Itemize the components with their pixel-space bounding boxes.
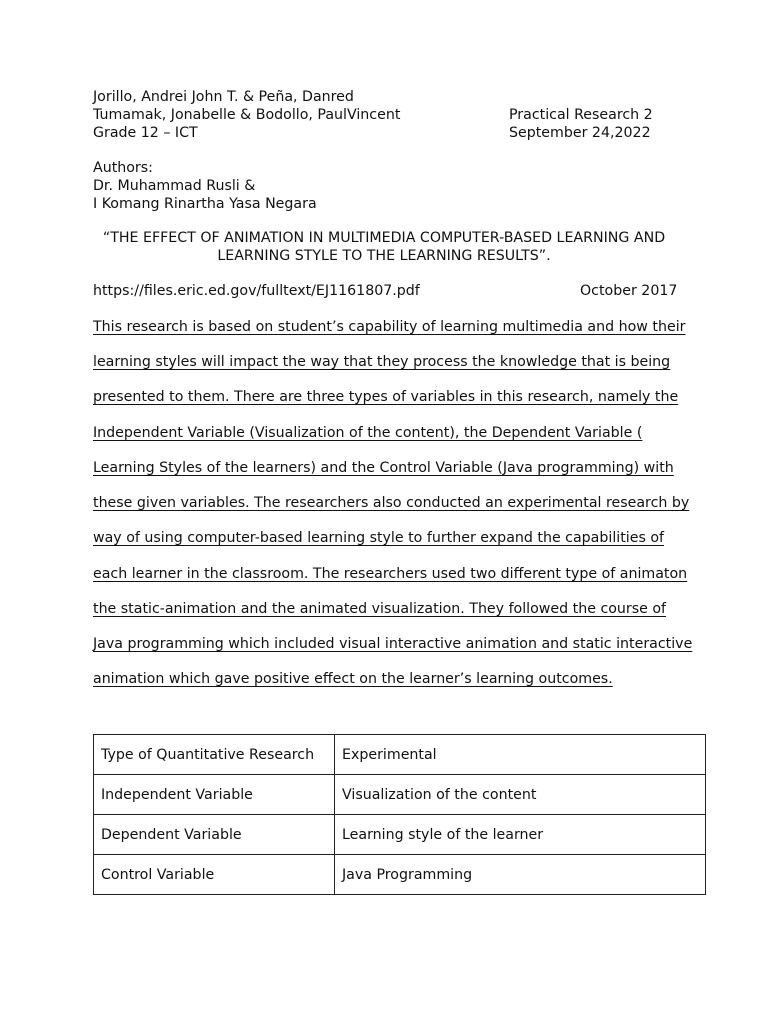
- table-label-cell: Independent Variable: [94, 775, 335, 815]
- summary-line: This research is based on student’s capability of learning multimedia and how their: [93, 319, 686, 335]
- grade-section: Grade 12 – ICT: [93, 125, 198, 141]
- summary-line: Independent Variable (Visualization of the content), the Dependent Variable (: [93, 425, 643, 441]
- summary-line: these given variables. The researchers also conducted an experimental research by: [93, 495, 690, 511]
- research-variables-table: [93, 734, 706, 895]
- author-name: Dr. Muhammad Rusli &: [93, 178, 256, 194]
- table-value-cell: Experimental: [335, 735, 706, 775]
- submission-date: September 24,2022: [509, 125, 651, 141]
- summary-line: Java programming which included visual interactive animation and static interactive: [93, 636, 693, 652]
- summary-line: learning styles will impact the way that they process the knowledge that is being: [93, 354, 671, 370]
- summary-line: presented to them. There are three types of variables in this research, namely the: [93, 389, 679, 405]
- table-value-cell: Learning style of the learner: [335, 815, 706, 855]
- students-line-1: Jorillo, Andrei John T. & Peña, Danred: [93, 89, 354, 105]
- summary-line: Learning Styles of the learners) and the Control Variable (Java programming) with: [93, 460, 674, 476]
- research-title-line: “THE EFFECT OF ANIMATION IN MULTIMEDIA COMPUTER-BASED LEARNING AND: [102, 230, 666, 246]
- summary-line: the static-animation and the animated visualization. They followed the course of: [93, 601, 667, 617]
- table-label-cell: Control Variable: [94, 855, 335, 895]
- table-label-cell: Type of Quantitative Research: [94, 735, 335, 775]
- research-title-line: LEARNING STYLE TO THE LEARNING RESULTS”.: [217, 248, 551, 264]
- table-value-cell: Visualization of the content: [335, 775, 706, 815]
- publication-date: October 2017: [580, 283, 678, 299]
- table-row: [94, 855, 706, 895]
- table-row: [94, 815, 706, 855]
- table-label-cell: Dependent Variable: [94, 815, 335, 855]
- authors-heading: Authors:: [93, 160, 153, 176]
- students-line-2: Tumamak, Jonabelle & Bodollo, PaulVincent: [93, 107, 401, 123]
- author-name: I Komang Rinartha Yasa Negara: [93, 196, 317, 212]
- table-value-cell: Java Programming: [335, 855, 706, 895]
- table-row: [94, 775, 706, 815]
- summary-line: animation which gave positive effect on the learner’s learning outcomes.: [93, 671, 613, 687]
- subject-name: Practical Research 2: [509, 107, 653, 123]
- summary-line: each learner in the classroom. The researchers used two different type of animaton: [93, 566, 688, 582]
- source-url: https://files.eric.ed.gov/fulltext/EJ1161807.pdf: [93, 283, 420, 299]
- table-row: [94, 735, 706, 775]
- summary-line: way of using computer-based learning style to further expand the capabilities of: [93, 530, 665, 546]
